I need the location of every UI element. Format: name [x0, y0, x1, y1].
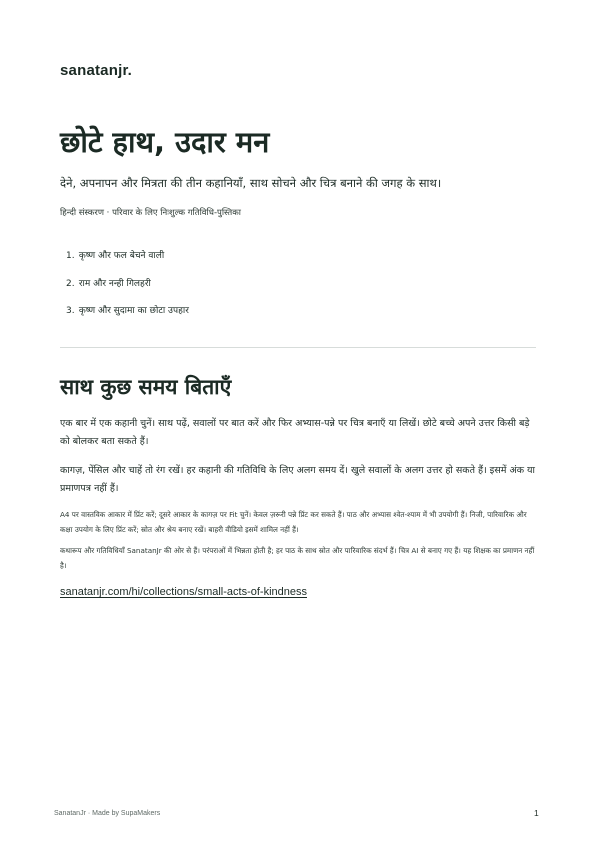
- edition-note: हिन्दी संस्करण · परिवार के लिए निःशुल्क गतिविधि-पुस्तिका: [60, 208, 241, 218]
- story-title: कृष्ण और फल बेचने वाली: [78, 251, 165, 261]
- story-number: 3.: [66, 306, 75, 316]
- story-title: राम और नन्ही गिलहरी: [78, 278, 151, 289]
- story-number: 1.: [66, 251, 75, 261]
- page-subtitle: देने, अपनापन और मित्रता की तीन कहानियाँ, साथ सोचने और चित्र बनाने की जगह के साथ।: [60, 176, 442, 190]
- section-title: साथ कुछ समय बिताएँ: [60, 375, 232, 399]
- story-list-item: [66, 277, 189, 305]
- printing-note: A4 पर वास्तविक आकार में प्रिंट करें; दूसरे आकार के कागज़ पर Fit चुनें। केवल ज़रूरी पन्ने प्रिंट कर सकते हैं। पाठ और अभ्यास श्वेत-श्याम में भी उपयोगी हैं। निजी, पारिवारिक और कक्षा उपयोग के लिए प्रिंट करें; स्रोत और श्रेय बनाए रखें। बाहरी वीडियो इसमें शामिल नहीं हैं।: [60, 510, 527, 534]
- story-list-item: [66, 304, 189, 332]
- story-number: 2.: [66, 278, 75, 289]
- story-list: [66, 249, 189, 332]
- instructions-paragraph: एक बार में एक कहानी चुनें। साथ पढ़ें, सवालों पर बात करें और फिर अभ्यास-पन्ने पर चित्र बनाएँ या लिखें। छोटे बच्चे अपने उत्तर किसी बड़े को बोलकर बता सकते हैं।: [60, 418, 530, 447]
- page-title: छोटे हाथ, उदार मन: [60, 125, 270, 159]
- collection-link[interactable]: sanatanjr.com/hi/collections/small-acts-of-kindness: [60, 586, 307, 598]
- footer-credit: SanatanJr · Made by SupaMakers: [54, 810, 161, 817]
- story-list-item: [66, 249, 189, 277]
- brand-logo: sanatanjr.: [60, 62, 133, 79]
- credits-note: कथारूप और गतिविधियाँ SanatanJr की ओर से हैं। परंपराओं में भिन्नता होती है; हर पाठ के साथ स्रोत और पारिवारिक संदर्भ हैं। चित्र AI से बनाए गए हैं। यह शिक्षक का प्रमाणन नहीं है।: [60, 546, 535, 570]
- section-divider: [60, 347, 536, 348]
- page-number: 1: [534, 808, 539, 818]
- story-title: कृष्ण और सुदामा का छोटा उपहार: [78, 306, 189, 316]
- materials-paragraph: कागज़, पेंसिल और चाहें तो रंग रखें। हर कहानी की गतिविधि के लिए अलग समय दें। खुले सवालों के अलग उत्तर हो सकते हैं। इसमें अंक या प्रमाणपत्र नहीं हैं।: [60, 465, 536, 494]
